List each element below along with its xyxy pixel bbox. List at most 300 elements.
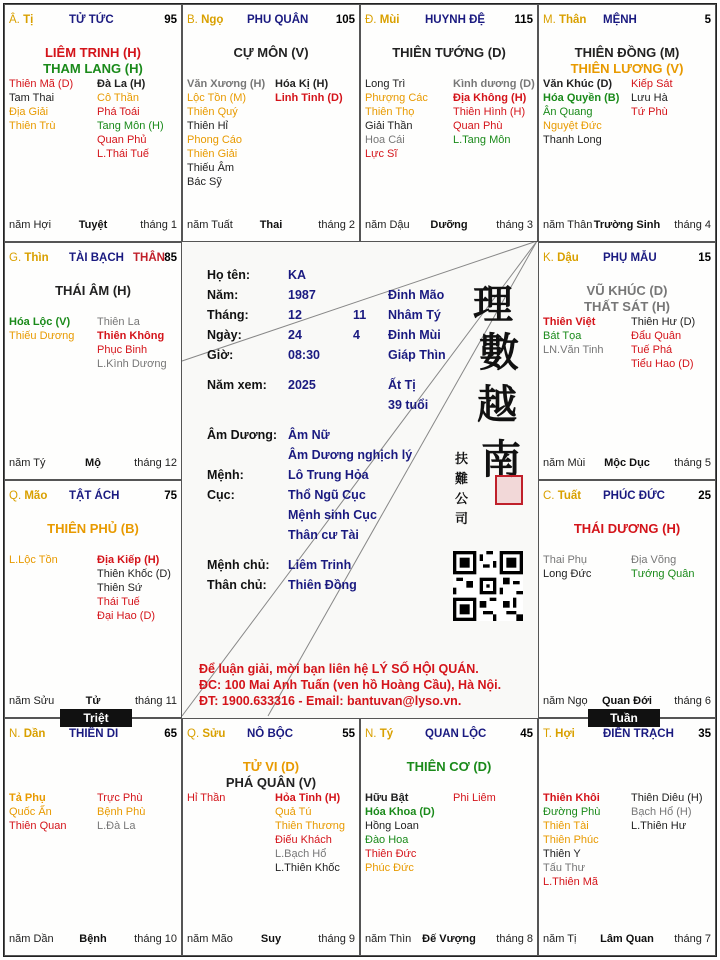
palace-name: THIÊN DI: [69, 728, 119, 740]
palace-cell[interactable]: [360, 4, 538, 242]
palace-branch: [9, 728, 45, 740]
palace-header: [9, 252, 177, 266]
star-item: L.Thái Tuế: [97, 148, 149, 160]
star-item: Quả Tú: [275, 806, 312, 818]
star-item: Đường Phù: [543, 806, 601, 818]
star-item: Thiên Thọ: [365, 106, 415, 118]
value-day: 24: [288, 328, 302, 342]
main-star: THIÊN PHỦ (B): [47, 521, 139, 536]
palace-stage: Lâm Quan: [600, 933, 654, 945]
main-stars: [5, 521, 181, 537]
branch-name: Tý: [379, 728, 394, 740]
star-item: Thiên Diêu (H): [631, 792, 703, 804]
label-than-chu: Thân chủ:: [207, 578, 267, 592]
small-char-3: 公: [455, 492, 469, 507]
palace-header: [9, 14, 177, 28]
star-item: Thái Tuế: [97, 596, 140, 608]
palace-month: tháng 5: [674, 457, 711, 469]
branch-prefix: B.: [187, 14, 198, 26]
palace-header: [543, 252, 711, 266]
palace-year: năm Dần: [9, 933, 54, 945]
star-item: Thiên Tài: [543, 820, 589, 832]
star-item: Thiên Mã (D): [9, 78, 74, 90]
palace-month: tháng 3: [496, 219, 533, 231]
star-item: Hóa Lộc (V): [9, 316, 71, 328]
palace-month: tháng 7: [674, 933, 711, 945]
palace-footer: [543, 695, 711, 709]
palace-name: TẬT ÁCH: [69, 490, 120, 502]
palace-header: [9, 728, 177, 742]
label-name: Họ tên:: [207, 268, 251, 282]
contact-line-3[interactable]: ĐT: 1900.633316 - Email: bantuvan@lyso.vn.: [199, 694, 462, 708]
palace-footer: [9, 457, 177, 471]
star-item: Đẩu Quân: [631, 330, 682, 342]
logo-char-4: 南: [481, 436, 521, 483]
value-view-canchi: Ất Tị: [388, 378, 416, 392]
main-star: THIÊN ĐỒNG (M): [574, 45, 680, 60]
star-item: L.Thiên Khốc: [275, 862, 340, 874]
branch-prefix: N.: [365, 728, 377, 740]
star-item: Thiên Phúc: [543, 834, 599, 846]
star-item: L.Lộc Tồn: [9, 554, 58, 566]
value-cuc: Thổ Ngũ Cục: [288, 488, 366, 502]
palace-branch: [187, 14, 223, 26]
branch-name: Mão: [24, 490, 48, 502]
branch-name: Dần: [23, 728, 46, 740]
main-star: THÁI DƯƠNG (H): [573, 521, 681, 536]
palace-number: 55: [342, 728, 355, 740]
palace-number: 65: [164, 728, 177, 740]
palace-footer: [187, 219, 355, 233]
branch-name: Mùi: [379, 14, 400, 26]
palace-cell[interactable]: [4, 480, 182, 718]
label-view-year: Năm xem:: [207, 378, 267, 392]
palace-header: [543, 490, 711, 504]
palace-year: năm Thân: [543, 219, 593, 231]
value-year-canchi: Đinh Mão: [388, 288, 445, 302]
palace-branch: [543, 728, 575, 740]
palace-year: năm Tị: [543, 933, 577, 945]
branch-prefix: Đ.: [365, 14, 377, 26]
main-stars: [5, 45, 181, 77]
palace-name: ĐIỀN TRẠCH: [603, 728, 674, 740]
value-month-lunar: 11: [353, 308, 367, 322]
palace-number: 105: [335, 14, 355, 26]
star-item: Thiên Sứ: [97, 582, 143, 594]
palace-stage: Quan Đới: [602, 695, 652, 707]
star-item: Đại Hao (D): [97, 610, 156, 622]
star-item: Địa Không (H): [453, 92, 527, 104]
palace-number: 75: [164, 490, 177, 502]
small-char-4: 司: [455, 512, 469, 527]
branch-prefix: M.: [543, 14, 556, 26]
star-item: Cô Thần: [97, 92, 139, 104]
small-char-2: 難: [455, 472, 469, 487]
main-stars: [539, 521, 715, 537]
palace-month: tháng 11: [134, 695, 177, 707]
star-item: Hóa Khoa (D): [365, 806, 435, 818]
small-char-1: 扶: [455, 452, 469, 467]
palace-year: năm Mão: [187, 933, 233, 945]
value-hour: 08:30: [288, 348, 320, 362]
branch-prefix: G.: [9, 252, 22, 264]
star-item: Giải Thần: [365, 120, 413, 132]
value-age: 39 tuổi: [388, 398, 429, 412]
branch-prefix: Q.: [9, 490, 22, 502]
star-item: Bác Sỹ: [187, 176, 222, 188]
value-hour-canchi: Giáp Thìn: [388, 348, 446, 362]
star-item: Thiếu Âm: [187, 162, 235, 174]
main-star: THIÊN CƠ (D): [406, 759, 492, 774]
star-item: Thiếu Dương: [9, 330, 75, 342]
palace-name: NÔ BỘC: [247, 728, 293, 740]
branch-name: Hợi: [555, 728, 575, 740]
star-item: Phục Binh: [97, 344, 148, 356]
branch-name: Tị: [23, 14, 34, 26]
palace-cell[interactable]: [538, 718, 716, 956]
star-item: Hoa Cái: [365, 134, 405, 146]
palace-footer: [365, 933, 533, 947]
star-item: Đà La (H): [97, 78, 146, 90]
star-item: Thanh Long: [543, 134, 602, 146]
palace-stage: Dưỡng: [430, 219, 468, 231]
value-year: 1987: [288, 288, 316, 302]
horoscope-chart: [3, 3, 717, 957]
star-item: Thiên Hình (H): [453, 106, 526, 118]
palace-year: năm Dậu: [365, 219, 410, 231]
main-star: PHÁ QUÂN (V): [225, 775, 317, 790]
star-item: Long Trì: [365, 78, 406, 90]
star-item: Lộc Tồn (M): [187, 92, 247, 104]
star-item: Thiên Khốc (D): [97, 568, 171, 580]
main-stars: [5, 283, 181, 299]
star-item: Thiên La: [97, 316, 140, 328]
value-than-chu: Thiên Đồng: [288, 578, 357, 592]
star-item: L.Kình Dương: [97, 358, 167, 370]
value-amduong-note: Âm Dương nghịch lý: [288, 448, 413, 462]
value-month: 12: [288, 308, 302, 322]
star-item: Tấu Thư: [543, 862, 586, 874]
star-item: Kình dương (D): [453, 78, 535, 90]
main-star: LIÊM TRINH (H): [44, 45, 142, 60]
main-star: CỰ MÔN (V): [233, 45, 309, 60]
palace-branch: [9, 252, 49, 264]
palace-month: tháng 1: [140, 219, 177, 231]
branch-name: Sửu: [202, 728, 226, 740]
main-star: THIÊN LƯƠNG (V): [570, 61, 684, 76]
contact-line-2: ĐC: 100 Mai Anh Tuấn (ven hồ Hoàng Cầu), Hà Nội.: [199, 678, 502, 692]
star-item: Địa Kiếp (H): [97, 554, 160, 566]
star-item: Quan Phù: [453, 120, 503, 132]
palace-name: PHÚC ĐỨC: [603, 490, 665, 502]
star-item: Thiên Quan: [9, 820, 67, 832]
star-item: Long Đức: [543, 568, 592, 580]
star-item: L.Đà La: [97, 820, 136, 832]
star-item: Điếu Khách: [275, 834, 332, 846]
palace-branch: [543, 252, 579, 264]
palace-header: [365, 728, 533, 742]
star-item: Trực Phù: [97, 792, 143, 804]
logo-char-2: 數: [479, 329, 519, 376]
palace-month: tháng 2: [318, 219, 355, 231]
palace-name: PHỤ MẪU: [603, 252, 657, 264]
triet-badge: Triệt: [60, 709, 132, 727]
star-item: Bệnh Phù: [97, 806, 146, 818]
star-item: Văn Xương (H): [187, 78, 266, 90]
label-menh: Mệnh:: [207, 468, 244, 482]
star-item: Thiên Hư (D): [631, 316, 696, 328]
contact-line-1: Để luận giải, mời bạn liên hệ LÝ SỐ HỘI QUÁN.: [199, 662, 479, 676]
palace-stage: Tuyệt: [78, 219, 108, 231]
star-item: Phi Liêm: [453, 792, 496, 804]
palace-footer: [365, 219, 533, 233]
qr-code[interactable]: [453, 551, 523, 621]
logo-char-3: 越: [477, 381, 517, 428]
tuan-badge: Tuần: [588, 709, 660, 727]
palace-cell[interactable]: [4, 4, 182, 242]
contact-info: [199, 661, 535, 709]
value-menh-chu: Liêm Trinh: [288, 558, 352, 572]
palace-cell[interactable]: [538, 4, 716, 242]
palace-year: năm Sửu: [9, 695, 55, 707]
palace-cell[interactable]: [360, 718, 538, 956]
palace-stage: Suy: [260, 933, 282, 945]
logo-char-1: 理: [473, 281, 513, 328]
label-day: Ngày:: [207, 328, 242, 342]
star-item: Thiên Quý: [187, 106, 238, 118]
palace-cell[interactable]: [182, 718, 360, 956]
palace-branch: [365, 728, 393, 740]
main-star: VŨ KHÚC (D): [586, 283, 668, 298]
palace-month: tháng 10: [134, 933, 177, 945]
palace-cell[interactable]: [4, 242, 182, 480]
main-star: THIÊN TƯỚNG (D): [392, 45, 506, 60]
palace-number: 5: [704, 14, 711, 26]
branch-prefix: N.: [9, 728, 21, 740]
star-item: Thiên Không: [97, 330, 165, 342]
palace-cell[interactable]: [182, 4, 360, 242]
main-stars: [539, 45, 715, 77]
palace-extra: THÂN: [133, 252, 165, 264]
star-item: Bát Tọa: [543, 330, 582, 342]
star-item: L.Thiên Mã: [543, 876, 599, 888]
palace-number: 95: [164, 14, 177, 26]
branch-prefix: T.: [543, 728, 552, 740]
palace-stage: Đế Vượng: [422, 933, 476, 945]
palace-footer: [9, 219, 177, 233]
palace-branch: [543, 14, 586, 26]
palace-stage: Trường Sinh: [593, 219, 661, 231]
palace-stage: Mộ: [85, 457, 101, 469]
star-item: Thiên Khôi: [543, 792, 600, 804]
palace-year: năm Mùi: [543, 457, 586, 469]
palace-name: HUYNH ĐỆ: [425, 14, 486, 26]
center-info-panel: [183, 243, 539, 719]
palace-month: tháng 4: [674, 219, 711, 231]
star-item: Lưu Hà: [631, 92, 668, 104]
main-star: THẤT SÁT (H): [584, 299, 670, 314]
label-hour: Giờ:: [207, 348, 234, 362]
star-item: Hỏa Tinh (H): [275, 792, 341, 804]
palace-number: 15: [698, 252, 711, 264]
star-item: Lực Sĩ: [365, 148, 398, 160]
branch-name: Ngọ: [201, 14, 224, 26]
palace-name: QUAN LỘC: [425, 728, 487, 740]
palace-footer: [187, 933, 355, 947]
palace-stage: Bệnh: [79, 933, 107, 945]
palace-footer: [543, 933, 711, 947]
palace-cell[interactable]: [538, 242, 716, 480]
star-item: Quan Phủ: [97, 134, 147, 146]
branch-prefix: K.: [543, 252, 554, 264]
palace-header: [187, 14, 355, 28]
seal-stamp: [495, 475, 523, 505]
palace-month: tháng 12: [134, 457, 177, 469]
star-item: Linh Tinh (D): [275, 92, 343, 104]
branch-name: Thìn: [24, 252, 49, 264]
star-item: LN.Văn Tinh: [543, 344, 604, 356]
palace-header: [365, 14, 533, 28]
main-star: THAM LANG (H): [43, 61, 143, 76]
label-cuc: Cục:: [207, 488, 235, 502]
main-stars: [361, 759, 537, 775]
palace-number: 45: [520, 728, 533, 740]
star-item: Tang Môn (H): [97, 120, 164, 132]
palace-number: 35: [698, 728, 711, 740]
branch-name: Dậu: [557, 252, 579, 264]
star-item: Đào Hoa: [365, 834, 409, 846]
palace-header: [543, 728, 711, 742]
star-item: Địa Giải: [9, 106, 49, 118]
palace-month: tháng 9: [318, 933, 355, 945]
star-item: Thiên Trù: [9, 120, 56, 132]
branch-prefix: Q.: [187, 728, 200, 740]
star-item: Tiểu Hao (D): [631, 358, 694, 370]
main-stars: [539, 283, 715, 315]
value-cuc-note: Mệnh sinh Cục: [288, 508, 377, 522]
branch-name: Thân: [558, 14, 587, 26]
star-item: Thiên Y: [543, 848, 581, 860]
value-than-cu: Thân cư Tài: [288, 528, 359, 542]
value-name: KA: [288, 268, 307, 282]
star-item: Hóa Kị (H): [275, 78, 329, 90]
star-item: Địa Võng: [631, 554, 677, 566]
palace-header: [187, 728, 355, 742]
star-item: Tam Thai: [9, 92, 55, 104]
palace-stage: Mộc Dục: [604, 457, 650, 469]
palace-name: MỆNH: [603, 14, 637, 26]
palace-number: 115: [514, 14, 533, 26]
star-item: Phúc Đức: [365, 862, 414, 874]
star-item: Phá Toái: [97, 106, 140, 118]
palace-branch: [9, 490, 47, 502]
palace-month: tháng 8: [496, 933, 533, 945]
star-item: L.Tang Môn: [453, 134, 511, 146]
label-amduong: Âm Dương:: [207, 428, 278, 442]
value-menh: Lô Trung Hỏa: [288, 468, 369, 482]
palace-branch: [9, 14, 33, 26]
palace-footer: [543, 219, 711, 233]
main-stars: [361, 45, 537, 61]
palace-year: năm Thìn: [365, 933, 412, 945]
star-item: L.Bạch Hổ: [275, 848, 327, 860]
value-amduong: Âm Nữ: [288, 428, 330, 442]
star-item: L.Thiên Hư: [631, 820, 687, 832]
palace-header: [543, 14, 711, 28]
palace-name: TỬ TỨC: [69, 14, 114, 26]
star-item: Ân Quang: [543, 106, 593, 118]
main-star: TỬ VI (D): [242, 759, 300, 774]
palace-year: năm Tuất: [187, 219, 233, 231]
palace-number: 25: [698, 490, 711, 502]
palace-footer: [9, 933, 177, 947]
main-stars: [183, 45, 359, 61]
palace-branch: [543, 490, 581, 502]
star-item: Hữu Bật: [365, 792, 409, 804]
star-item: Phượng Các: [365, 92, 428, 104]
star-item: Thiên Giải: [187, 148, 238, 160]
star-item: Bạch Hổ (H): [631, 806, 692, 818]
palace-branch: [365, 14, 400, 26]
star-item: Thai Phụ: [543, 554, 588, 566]
palace-footer: [9, 695, 177, 709]
star-item: Nguyệt Đức: [543, 120, 602, 132]
star-item: Thiên Đức: [365, 848, 417, 860]
palace-year: năm Tý: [9, 457, 46, 469]
palace-stage: Thai: [259, 219, 283, 231]
label-menh-chu: Mệnh chủ:: [207, 558, 270, 572]
star-item: Hỉ Thần: [187, 792, 226, 804]
palace-year: năm Hợi: [9, 219, 52, 231]
palace-name: TÀI BẠCH: [69, 252, 124, 264]
label-year: Năm:: [207, 288, 239, 302]
palace-header: [9, 490, 177, 504]
star-item: Thiên Việt: [543, 316, 596, 328]
palace-branch: [187, 728, 225, 740]
star-item: Tả Phụ: [9, 792, 46, 804]
star-item: Hóa Quyền (B): [543, 92, 620, 104]
palace-stage: Tử: [85, 695, 101, 707]
value-view-year: 2025: [288, 378, 316, 392]
branch-prefix: C.: [543, 490, 555, 502]
star-item: Tuế Phá: [631, 344, 673, 356]
value-day-canchi: Đinh Mùi: [388, 328, 441, 342]
palace-cell[interactable]: [4, 718, 182, 956]
star-item: Thiên Hỉ: [187, 120, 228, 132]
star-item: Phong Cáo: [187, 134, 243, 146]
star-item: Tướng Quân: [631, 568, 695, 580]
branch-prefix: Â.: [9, 14, 20, 26]
main-stars: [183, 759, 359, 791]
value-month-canchi: Nhâm Tý: [388, 308, 441, 322]
label-month: Tháng:: [207, 308, 249, 322]
palace-name: PHU QUÂN: [247, 14, 309, 26]
star-item: Văn Khúc (D): [543, 78, 613, 90]
palace-year: năm Ngọ: [543, 695, 588, 707]
main-star: THÁI ÂM (H): [55, 283, 131, 298]
branch-name: Tuất: [557, 490, 582, 502]
star-item: Hồng Loan: [365, 820, 419, 832]
star-item: Kiếp Sát: [631, 78, 673, 90]
value-day-lunar: 4: [353, 328, 360, 342]
palace-month: tháng 6: [674, 695, 711, 707]
star-item: Tứ Phù: [631, 106, 668, 118]
palace-cell[interactable]: [538, 480, 716, 718]
star-item: Quốc Ấn: [9, 806, 52, 818]
star-item: Thiên Thương: [275, 820, 346, 832]
palace-footer: [543, 457, 711, 471]
palace-number: 85: [164, 252, 177, 264]
